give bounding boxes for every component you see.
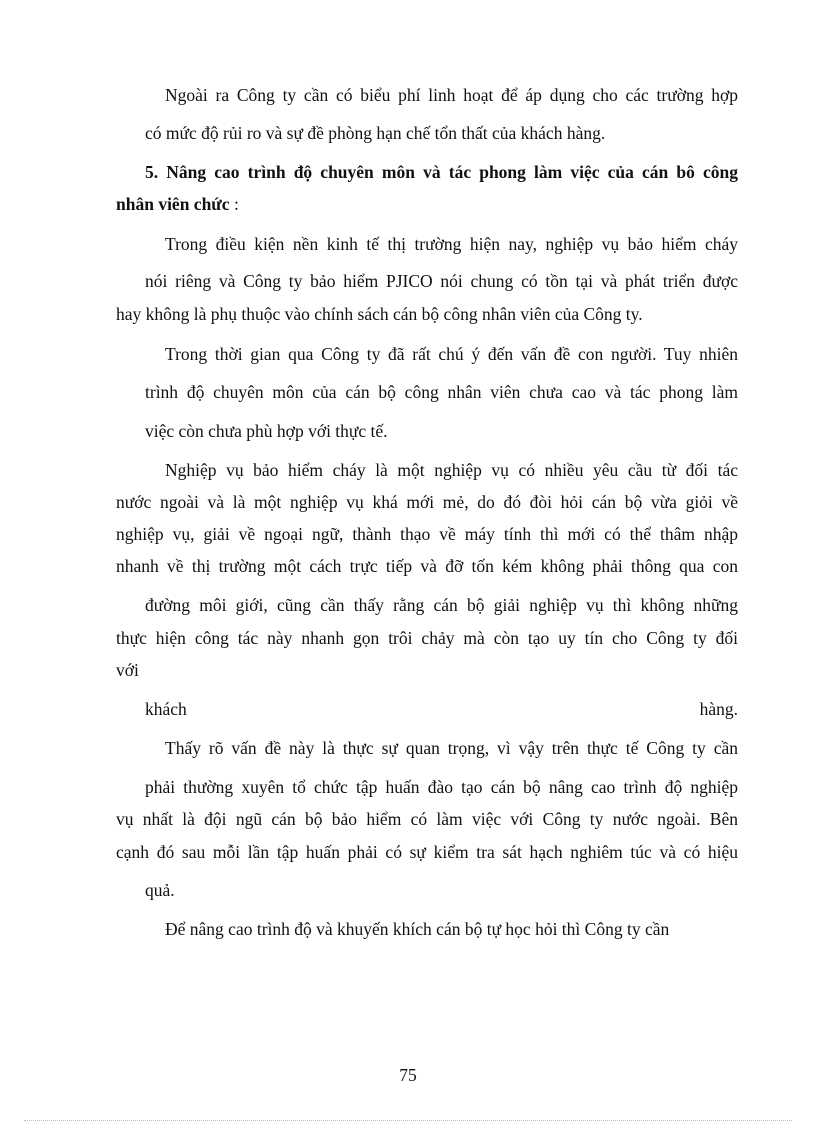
- text-line: nghiệp vụ, giải về ngoại ngữ, thành thạo về máy tính thì mới có thể thâm nhập: [116, 524, 738, 544]
- text-line: Để nâng cao trình độ và khuyến khích cán bộ tự học hỏi thì Công ty cần: [165, 919, 670, 939]
- text-line: phải thường xuyên tổ chức tập huấn đào tạo cán bộ nâng cao trình độ nghiệp: [145, 777, 738, 797]
- text-line: Nghiệp vụ bảo hiểm cháy là một nghiệp vụ có nhiều yêu cầu từ đối tác: [165, 460, 738, 480]
- heading-colon: :: [229, 194, 239, 214]
- text-line: Trong thời gian qua Công ty đã rất chú ý đến vấn đề con người. Tuy nhiên: [165, 344, 738, 364]
- section-heading-continued: [116, 192, 738, 216]
- text-line: đường môi giới, cũng cần thấy rằng cán bộ giải nghiệp vụ thì không những: [145, 595, 738, 615]
- text-line: quả.: [145, 880, 175, 900]
- text-line: hay không là phụ thuộc vào chính sách cán bộ công nhân viên của Công ty.: [116, 304, 643, 324]
- text-line: với: [116, 660, 139, 680]
- heading-tail: nhân viên chức: [116, 194, 230, 214]
- page-bottom-divider: [24, 1120, 792, 1121]
- text-line: có mức độ rủi ro và sự đề phòng hạn chế tổn thất của khách hàng.: [145, 123, 606, 143]
- text-line: việc còn chưa phù hợp với thực tế.: [145, 421, 388, 441]
- text-line: Ngoài ra Công ty cần có biểu phí linh hoạt để áp dụng cho các trường hợp: [165, 85, 738, 105]
- text-line: nói riêng và Công ty bảo hiểm PJICO nói chung có tồn tại và phát triển được: [145, 271, 738, 291]
- text-line: Thấy rõ vấn đề này là thực sự quan trọng, vì vậy trên thực tế Công ty cần: [165, 738, 738, 758]
- section-heading: 5. Nâng cao trình độ chuyên môn và tác phong làm việc của cán bô công: [145, 162, 738, 182]
- text-line: thực hiện công tác này nhanh gọn trôi chảy mà còn tạo uy tín cho Công ty đối: [116, 628, 738, 648]
- page-number: 75: [399, 1065, 417, 1085]
- text-line: vụ nhất là đội ngũ cán bộ bảo hiểm có làm việc với Công ty nước ngoài. Bên: [116, 809, 738, 829]
- text-line: cạnh đó sau mỗi lần tập huấn phải có sự kiểm tra sát hạch nghiêm túc và có hiệu: [116, 842, 738, 862]
- split-word-left: khách: [145, 699, 187, 719]
- text-line: nước ngoài và là một nghiệp vụ khá mới mẻ, do đó đòi hỏi cán bộ vừa giỏi về: [116, 492, 738, 512]
- text-line: Trong điều kiện nền kinh tế thị trường hiện nay, nghiệp vụ bảo hiểm cháy: [165, 234, 738, 254]
- text-line-split: [145, 697, 738, 721]
- split-word-right: hàng.: [699, 699, 738, 719]
- text-line: trình độ chuyên môn của cán bộ công nhân viên chưa cao và tác phong làm: [145, 382, 738, 402]
- text-line: nhanh về thị trường một cách trực tiếp và đỡ tốn kém không phải thông qua con: [116, 556, 738, 576]
